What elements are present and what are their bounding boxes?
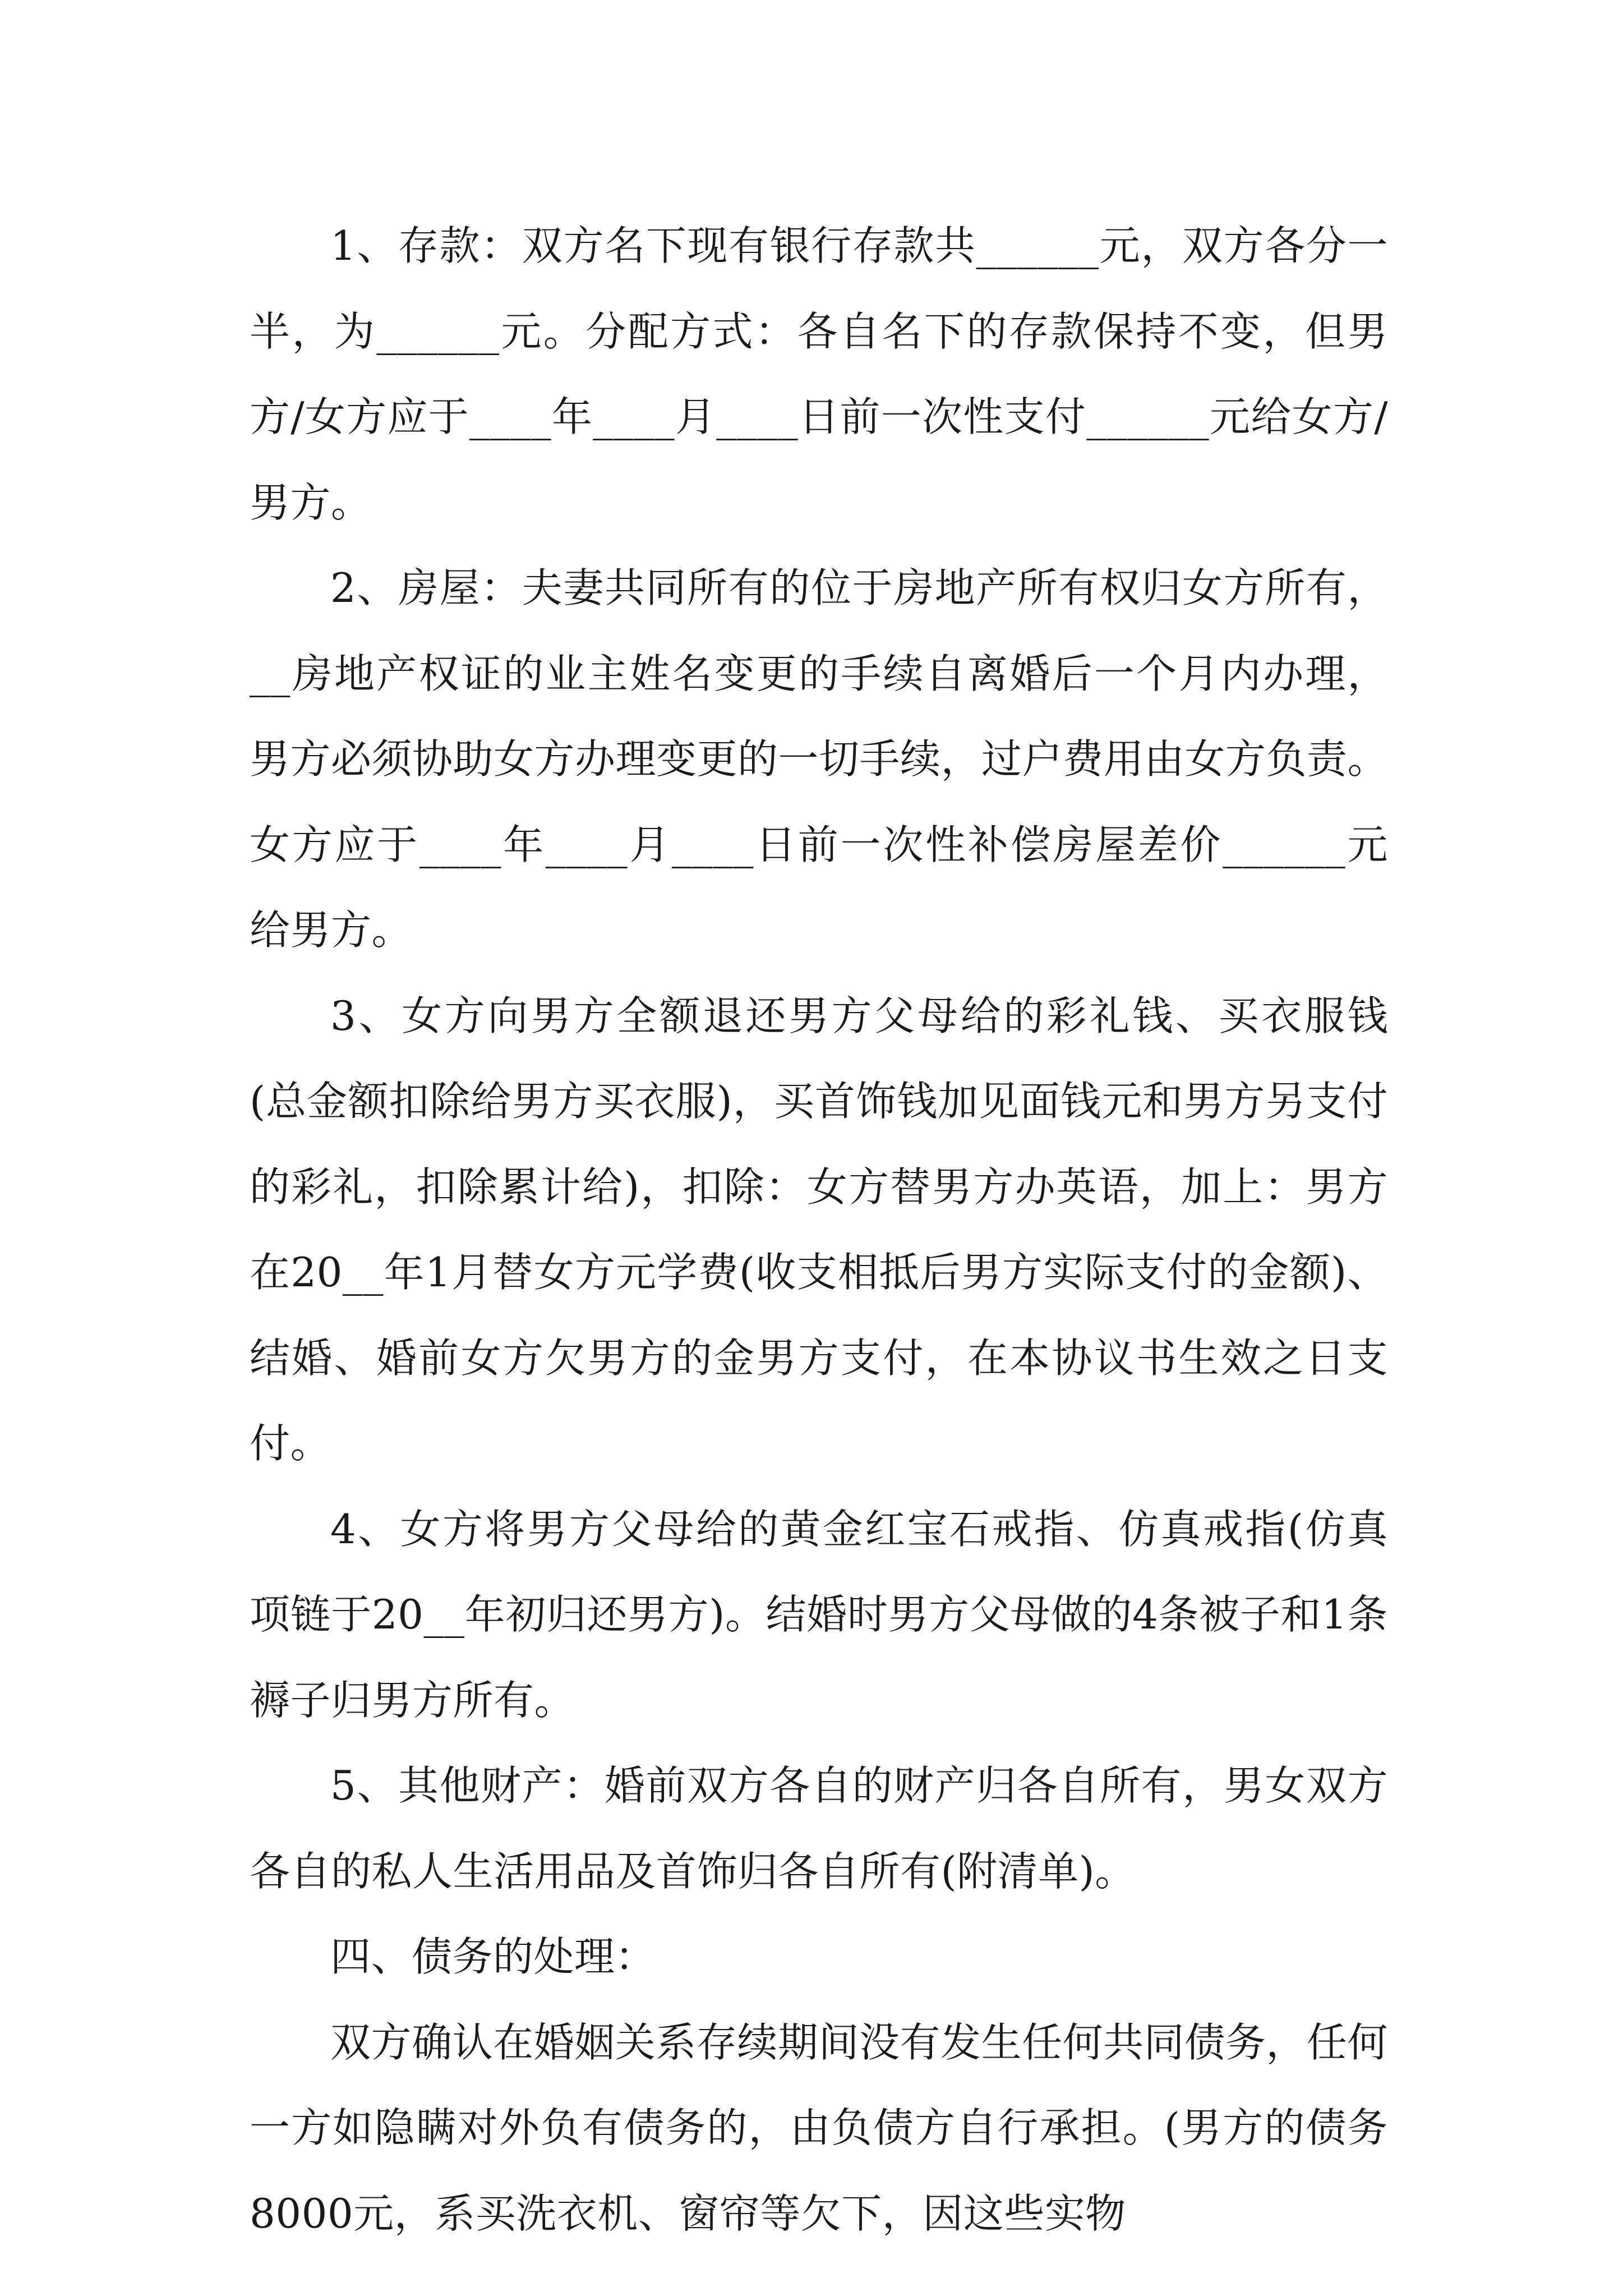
paragraph-other-property: 5、其他财产：婚前双方各自的财产归各自所有，男女双方各自的私人生活用品及首饰归各自所有(附清单)。 — [250, 1762, 1388, 1895]
section-heading-debts: 四、债务的处理： — [330, 1933, 656, 1980]
paragraph-debts: 双方确认在婚姻关系存续期间没有发生任何共同债务，任何一方如隐瞒对外负有债务的，由负债方自行承担。(男方的债务8000元，系买洗衣机、窗帘等欠下，因这些实物 — [250, 2018, 1388, 2237]
paragraph-betrothal-gifts: 3、女方向男方全额退还男方父母给的彩礼钱、买衣服钱(总金额扣除给男方买衣服)，买首饰钱加见面钱元和男方另支付的彩礼，扣除累计给)，扣除：女方替男方办英语，加上：男方在20__年1月替女方元学费(收支相抵后男方实际支付的金额)、结婚、婚前女方欠男方的金男方支付，在本协议书生效之日支付。 — [250, 992, 1388, 1467]
document-body — [250, 203, 1388, 2256]
paragraph-rings: 4、女方将男方父母给的黄金红宝石戒指、仿真戒指(仿真项链于20__年初归还男方)。结婚时男方父母做的4条被子和1条褥子归男方所有。 — [250, 1505, 1388, 1724]
paragraph-house: 2、房屋：夫妻共同所有的位于房地产所有权归女方所有，__房地产权证的业主姓名变更的手续自离婚后一个月内办理，男方必须协助女方办理变更的一切手续，过户费用由女方负责。女方应于____年____月____日前一次性补偿房屋差价______元给男方。 — [250, 564, 1389, 954]
paragraph-deposit: 1、存款：双方名下现有银行存款共______元，双方各分一半，为______元。分配方式：各自名下的存款保持不变，但男方/女方应于____年____月____日前一次性支付______元给女方/男方。 — [250, 222, 1388, 526]
